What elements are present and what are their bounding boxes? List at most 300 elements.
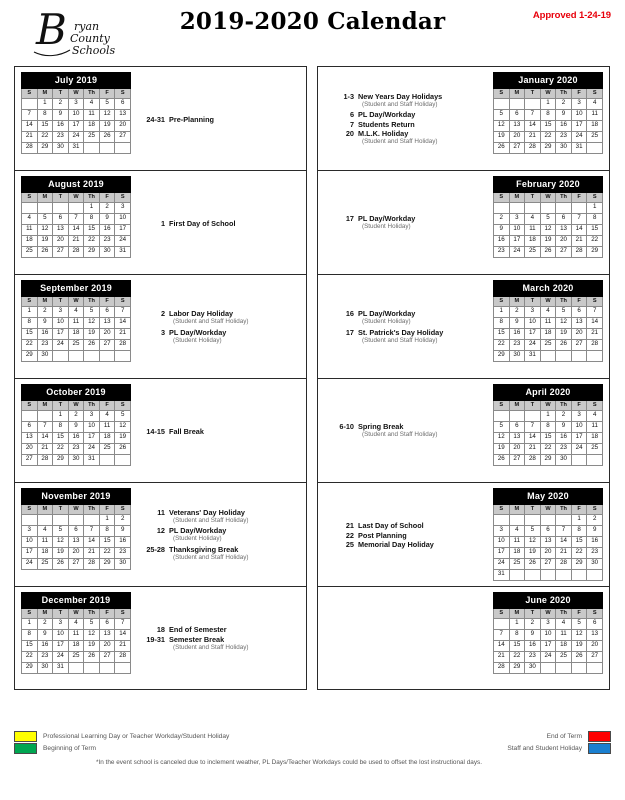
day-cell: 10	[53, 317, 69, 328]
day-cell-empty	[540, 514, 556, 525]
month-calendar	[489, 171, 609, 274]
day-cell: 1	[37, 98, 53, 109]
day-cell: 22	[22, 651, 38, 662]
weekday-header: F	[571, 192, 587, 202]
day-cell: 9	[37, 317, 53, 328]
day-cell: 18	[587, 432, 603, 443]
day-cell: 20	[509, 131, 525, 142]
event-date: 7	[349, 119, 354, 129]
day-cell: 31	[571, 142, 587, 153]
day-cell: 15	[99, 536, 115, 547]
day-cell: 25	[587, 443, 603, 454]
day-cell: 25	[587, 131, 603, 142]
day-cell: 21	[571, 235, 587, 246]
day-cell: 30	[525, 662, 541, 673]
weekday-header: W	[540, 296, 556, 306]
day-cell: 11	[556, 629, 572, 640]
weekday-header: M	[37, 88, 53, 98]
day-cell: 17	[22, 547, 38, 558]
event-row	[328, 540, 483, 549]
day-cell: 14	[68, 224, 84, 235]
event-sublabel: (Student and Staff Holiday)	[173, 318, 249, 325]
day-cell: 12	[525, 536, 541, 547]
day-cell: 16	[37, 328, 53, 339]
day-cell: 16	[53, 120, 69, 131]
weekday-header: M	[509, 608, 525, 618]
day-cell: 10	[571, 421, 587, 432]
event-date: 21	[345, 521, 354, 531]
weekday-header: W	[540, 608, 556, 618]
day-cell: 2	[556, 410, 572, 421]
day-cell: 13	[587, 629, 603, 640]
month-calendar	[489, 275, 609, 378]
day-cell: 25	[556, 651, 572, 662]
day-cell: 6	[571, 306, 587, 317]
day-cell: 22	[53, 443, 69, 454]
day-cell: 23	[556, 131, 572, 142]
weekday-header: S	[115, 192, 131, 202]
day-cell: 6	[22, 421, 38, 432]
day-cell: 4	[587, 410, 603, 421]
month-block	[14, 170, 307, 274]
day-cell: 14	[37, 432, 53, 443]
weekday-header: S	[494, 192, 510, 202]
day-cell: 10	[540, 629, 556, 640]
month-calendar	[15, 275, 135, 378]
day-cell: 18	[22, 235, 38, 246]
day-cell: 27	[53, 246, 69, 257]
legend-footnote: *In the event school is canceled due to inclement weather, PL Days/Teacher Workdays could be used to offset the lost instructional days.	[96, 759, 483, 766]
day-cell: 18	[509, 547, 525, 558]
day-cell: 12	[37, 224, 53, 235]
day-cell: 16	[556, 120, 572, 131]
day-cell: 28	[115, 651, 131, 662]
day-cell: 20	[22, 443, 38, 454]
day-cell: 19	[53, 547, 69, 558]
weekday-header: M	[37, 608, 53, 618]
day-cell-empty	[509, 514, 525, 525]
day-cell: 24	[571, 443, 587, 454]
month-title: February 2020	[494, 177, 603, 193]
day-cell: 11	[37, 536, 53, 547]
day-cell: 22	[37, 131, 53, 142]
day-cell: 19	[84, 328, 100, 339]
day-cell: 18	[99, 432, 115, 443]
day-cell: 29	[571, 558, 587, 569]
day-cell: 20	[99, 328, 115, 339]
day-cell-empty	[22, 514, 38, 525]
month-calendar	[489, 379, 609, 482]
day-cell: 12	[84, 317, 100, 328]
day-cell: 13	[22, 432, 38, 443]
day-cell: 11	[99, 421, 115, 432]
weekday-header: S	[587, 192, 603, 202]
day-cell: 17	[525, 328, 541, 339]
weekday-header: Th	[84, 504, 100, 514]
event-date: 2	[160, 309, 165, 318]
day-cell: 16	[68, 432, 84, 443]
legend-swatch-green	[14, 743, 37, 754]
legend	[0, 730, 625, 766]
day-cell-empty	[37, 514, 53, 525]
day-cell: 9	[115, 525, 131, 536]
event-row	[139, 219, 300, 228]
day-cell-empty	[68, 514, 84, 525]
event-label: Veterans' Day Holiday	[169, 507, 245, 517]
day-cell: 11	[540, 317, 556, 328]
day-cell: 2	[99, 202, 115, 213]
day-cell: 27	[99, 651, 115, 662]
event-date: 17	[345, 327, 354, 337]
weekday-header: Th	[556, 88, 572, 98]
day-cell: 5	[525, 525, 541, 536]
day-cell-empty	[494, 98, 510, 109]
day-cell: 12	[99, 109, 115, 120]
day-cell: 18	[587, 120, 603, 131]
weekday-header: F	[571, 296, 587, 306]
day-cell: 6	[509, 109, 525, 120]
day-cell: 24	[509, 246, 525, 257]
day-cell: 31	[53, 662, 69, 673]
day-cell: 17	[494, 547, 510, 558]
day-cell: 2	[494, 213, 510, 224]
event-label: Last Day of School	[358, 521, 424, 531]
legend-label-yellow: Professional Learning Day or Teacher Workday/Student Holiday	[43, 732, 230, 740]
right-column	[317, 66, 610, 690]
day-cell: 9	[99, 213, 115, 224]
day-cell: 22	[540, 131, 556, 142]
day-cell: 30	[509, 350, 525, 361]
event-date: 14-15	[146, 426, 165, 436]
month-title: October 2019	[22, 385, 131, 401]
weekday-header: S	[587, 88, 603, 98]
day-cell-empty	[115, 350, 131, 361]
day-cell: 9	[556, 109, 572, 120]
day-cell: 29	[84, 246, 100, 257]
day-cell-empty	[525, 569, 541, 580]
month-title: December 2019	[22, 593, 131, 609]
day-cell: 27	[68, 558, 84, 569]
day-cell: 25	[84, 131, 100, 142]
day-cell: 9	[587, 525, 603, 536]
weekday-header: S	[494, 504, 510, 514]
event-date: 22	[345, 530, 354, 540]
day-cell: 13	[68, 536, 84, 547]
day-cell: 20	[53, 235, 69, 246]
day-cell: 4	[84, 98, 100, 109]
day-cell: 15	[509, 640, 525, 651]
day-cell-empty	[494, 202, 510, 213]
day-cell: 23	[115, 547, 131, 558]
day-cell: 3	[84, 410, 100, 421]
day-cell: 28	[22, 142, 38, 153]
day-cell: 16	[99, 224, 115, 235]
weekday-header: T	[525, 608, 541, 618]
legend-swatch-yellow	[14, 731, 37, 742]
weekday-header: M	[37, 296, 53, 306]
day-cell: 31	[68, 142, 84, 153]
month-events	[318, 483, 489, 586]
day-cell: 23	[509, 339, 525, 350]
svg-text:Schools: Schools	[72, 44, 116, 57]
event-sublabel: (Student and Staff Holiday)	[362, 138, 438, 145]
day-cell: 10	[84, 421, 100, 432]
day-cell: 22	[587, 235, 603, 246]
day-cell: 6	[115, 98, 131, 109]
day-cell: 1	[587, 202, 603, 213]
weekday-header: F	[99, 608, 115, 618]
day-cell: 8	[22, 317, 38, 328]
month-events	[318, 275, 489, 378]
event-row	[328, 129, 483, 138]
event-label: Labor Day Holiday	[169, 309, 234, 318]
weekday-header: W	[540, 400, 556, 410]
event-label: New Years Day Holidays	[358, 91, 443, 101]
day-cell: 20	[115, 120, 131, 131]
day-cell: 7	[556, 525, 572, 536]
day-cell: 19	[115, 432, 131, 443]
day-cell: 19	[84, 640, 100, 651]
event-row	[139, 508, 300, 517]
event-sublabel: (Student Holiday)	[362, 223, 411, 231]
event-sublabel: (Student and Staff Holiday)	[362, 431, 438, 439]
day-cell: 11	[68, 629, 84, 640]
day-cell: 28	[37, 454, 53, 465]
event-date: 16	[345, 309, 354, 318]
day-cell: 31	[525, 350, 541, 361]
weekday-header: S	[115, 88, 131, 98]
event-row	[328, 521, 483, 530]
day-cell: 15	[540, 120, 556, 131]
day-cell: 20	[99, 640, 115, 651]
day-cell-empty	[540, 202, 556, 213]
day-cell: 8	[587, 213, 603, 224]
day-cell: 18	[37, 547, 53, 558]
day-cell: 6	[53, 213, 69, 224]
day-cell: 21	[525, 443, 541, 454]
day-cell: 22	[99, 547, 115, 558]
day-cell-empty	[525, 514, 541, 525]
day-cell: 17	[84, 432, 100, 443]
day-cell: 13	[509, 120, 525, 131]
month-calendar	[15, 171, 135, 274]
event-row	[328, 110, 483, 119]
day-cell: 7	[115, 306, 131, 317]
day-cell: 12	[556, 317, 572, 328]
day-cell: 3	[571, 98, 587, 109]
day-cell: 7	[587, 306, 603, 317]
weekday-header: F	[571, 88, 587, 98]
day-cell: 13	[53, 224, 69, 235]
day-cell: 9	[525, 629, 541, 640]
month-events	[318, 171, 489, 274]
day-cell: 22	[84, 235, 100, 246]
event-row	[328, 309, 483, 318]
day-cell: 15	[22, 640, 38, 651]
event-date: 11	[157, 507, 165, 517]
day-cell-empty	[99, 454, 115, 465]
day-cell-empty	[84, 662, 100, 673]
day-cell: 22	[22, 339, 38, 350]
day-cell: 19	[571, 640, 587, 651]
event-label: St. Patrick's Day Holiday	[358, 327, 444, 337]
day-cell: 10	[53, 629, 69, 640]
day-cell: 6	[556, 213, 572, 224]
day-cell: 27	[509, 142, 525, 153]
day-cell: 14	[587, 317, 603, 328]
day-cell: 13	[556, 224, 572, 235]
month-calendar	[15, 483, 135, 586]
day-cell: 17	[53, 640, 69, 651]
day-cell: 14	[525, 432, 541, 443]
event-row	[139, 427, 300, 436]
day-cell: 27	[115, 131, 131, 142]
day-cell: 29	[22, 662, 38, 673]
day-cell: 21	[494, 651, 510, 662]
weekday-header: F	[99, 400, 115, 410]
weekday-header: S	[587, 400, 603, 410]
day-cell-empty	[525, 410, 541, 421]
weekday-header: M	[37, 504, 53, 514]
weekday-header: S	[587, 504, 603, 514]
day-cell: 6	[587, 618, 603, 629]
day-cell: 5	[84, 306, 100, 317]
day-cell: 2	[587, 514, 603, 525]
legend-label-green: Beginning of Term	[43, 744, 97, 752]
day-cell: 26	[115, 443, 131, 454]
day-cell: 1	[509, 618, 525, 629]
day-cell: 15	[37, 120, 53, 131]
day-cell: 27	[99, 339, 115, 350]
day-cell-empty	[571, 569, 587, 580]
month-calendar	[15, 67, 135, 170]
weekday-header: S	[22, 608, 38, 618]
weekday-header: M	[37, 400, 53, 410]
day-cell: 8	[84, 213, 100, 224]
weekday-header: T	[53, 504, 69, 514]
month-title: March 2020	[494, 281, 603, 297]
day-cell: 18	[525, 235, 541, 246]
day-cell: 7	[494, 629, 510, 640]
day-cell: 15	[53, 432, 69, 443]
month-block	[14, 482, 307, 586]
day-cell: 25	[22, 246, 38, 257]
page-title: 2019-2020 Calendar	[179, 8, 446, 35]
day-cell: 17	[68, 120, 84, 131]
event-sublabel: (Student and Staff Holiday)	[173, 643, 249, 651]
event-sublabel: (Student Holiday)	[173, 336, 222, 344]
day-cell: 18	[68, 328, 84, 339]
event-date: 18	[156, 625, 165, 634]
day-cell: 16	[556, 432, 572, 443]
event-row	[328, 531, 483, 540]
day-cell: 7	[37, 421, 53, 432]
day-cell: 16	[115, 536, 131, 547]
day-cell: 14	[115, 629, 131, 640]
day-cell: 30	[99, 246, 115, 257]
month-block	[317, 274, 610, 378]
day-cell: 8	[571, 525, 587, 536]
month-block	[317, 378, 610, 482]
day-cell: 24	[540, 651, 556, 662]
day-cell: 17	[571, 432, 587, 443]
event-label: Memorial Day Holiday	[358, 540, 434, 550]
weekday-header: W	[68, 400, 84, 410]
day-cell: 17	[53, 328, 69, 339]
svg-text:ryan: ryan	[74, 20, 100, 33]
day-cell: 23	[494, 246, 510, 257]
day-cell-empty	[53, 350, 69, 361]
day-cell: 24	[68, 131, 84, 142]
day-cell: 9	[494, 224, 510, 235]
day-cell: 5	[37, 213, 53, 224]
day-cell: 2	[37, 306, 53, 317]
day-cell: 19	[540, 235, 556, 246]
weekday-header: T	[525, 88, 541, 98]
day-cell: 10	[22, 536, 38, 547]
day-cell-empty	[540, 350, 556, 361]
day-cell-empty	[509, 410, 525, 421]
day-cell: 14	[571, 224, 587, 235]
calendar-columns	[0, 66, 625, 690]
day-cell-empty	[115, 662, 131, 673]
weekday-header: T	[53, 296, 69, 306]
day-cell-empty	[525, 202, 541, 213]
day-cell: 19	[556, 328, 572, 339]
weekday-header: S	[22, 296, 38, 306]
day-cell-empty	[53, 202, 69, 213]
day-cell-empty	[556, 514, 572, 525]
day-cell: 9	[68, 421, 84, 432]
day-cell: 21	[37, 443, 53, 454]
day-cell: 8	[509, 629, 525, 640]
day-cell: 29	[22, 350, 38, 361]
month-title: November 2019	[22, 489, 131, 505]
event-row	[139, 625, 300, 634]
day-cell: 23	[587, 547, 603, 558]
day-cell: 1	[540, 98, 556, 109]
day-cell: 8	[494, 317, 510, 328]
month-title: April 2020	[494, 385, 603, 401]
day-cell-empty	[115, 454, 131, 465]
weekday-header: W	[540, 504, 556, 514]
weekday-header: M	[509, 192, 525, 202]
event-sublabel: (Student and Staff Holiday)	[362, 100, 438, 108]
day-cell: 2	[509, 306, 525, 317]
day-cell: 8	[540, 421, 556, 432]
day-cell: 23	[99, 235, 115, 246]
weekday-header: S	[494, 608, 510, 618]
day-cell: 28	[115, 339, 131, 350]
day-cell: 12	[53, 536, 69, 547]
month-title: May 2020	[494, 489, 603, 505]
day-cell: 10	[68, 109, 84, 120]
day-cell: 11	[587, 109, 603, 120]
weekday-header: Th	[84, 296, 100, 306]
day-cell: 26	[494, 454, 510, 465]
weekday-header: T	[525, 504, 541, 514]
event-date: 3	[160, 327, 165, 337]
day-cell-empty	[115, 142, 131, 153]
weekday-header: Th	[84, 88, 100, 98]
month-block	[14, 274, 307, 378]
day-cell: 10	[525, 317, 541, 328]
day-cell: 1	[22, 306, 38, 317]
day-cell: 4	[556, 618, 572, 629]
month-events	[135, 587, 306, 689]
day-cell: 29	[37, 142, 53, 153]
svg-text:County: County	[70, 32, 110, 45]
